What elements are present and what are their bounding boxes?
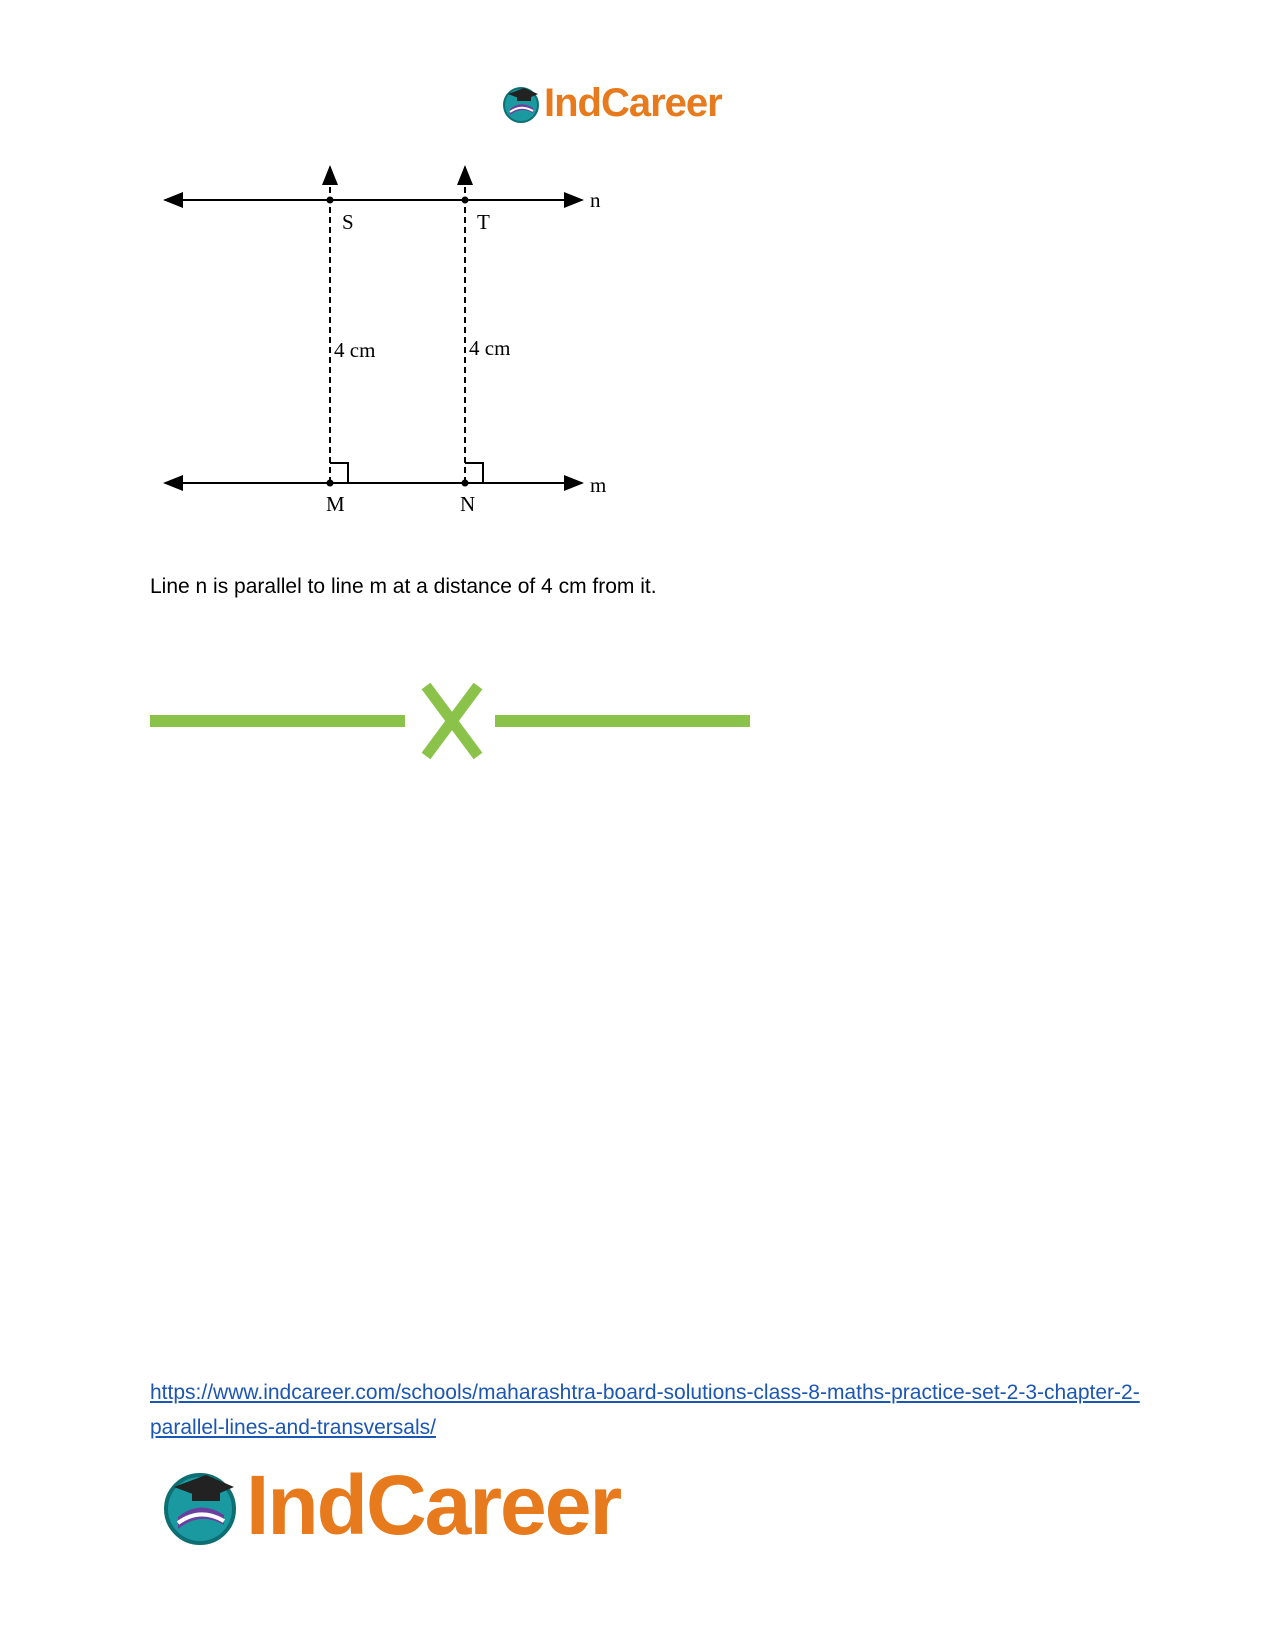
point-n-dot [462,480,469,487]
label-line-n: n [590,188,601,212]
label-point-m: M [326,492,345,516]
label-line-m: m [590,473,607,497]
source-url-link[interactable]: https://www.indcareer.com/schools/maharashtra-board-solutions-class-8-maths-practice-set-2-3-chapter-2-parallel-lines-and-transversals/ [150,1381,1140,1439]
graduation-cap-globe-icon [500,82,542,124]
graduation-cap-globe-icon [158,1463,242,1547]
footer-logo [158,1457,621,1552]
section-divider [150,683,750,763]
parallel-lines-diagram [160,155,630,525]
logo-wordmark: IndCareer [544,80,722,125]
logo-wordmark: IndCareer [246,1457,621,1552]
label-distance-right: 4 cm [469,336,511,360]
label-point-s: S [342,210,354,234]
point-m-dot [327,480,334,487]
label-point-t: T [477,210,490,234]
answer-caption: Line n is parallel to line m at a distance of 4 cm from it. [150,575,657,598]
header-logo [500,80,722,126]
label-distance-left: 4 cm [334,338,376,362]
point-t-dot [462,197,469,204]
label-point-n: N [460,492,476,516]
right-angle-n [465,463,483,483]
point-s-dot [327,197,334,204]
right-angle-m [330,463,348,483]
